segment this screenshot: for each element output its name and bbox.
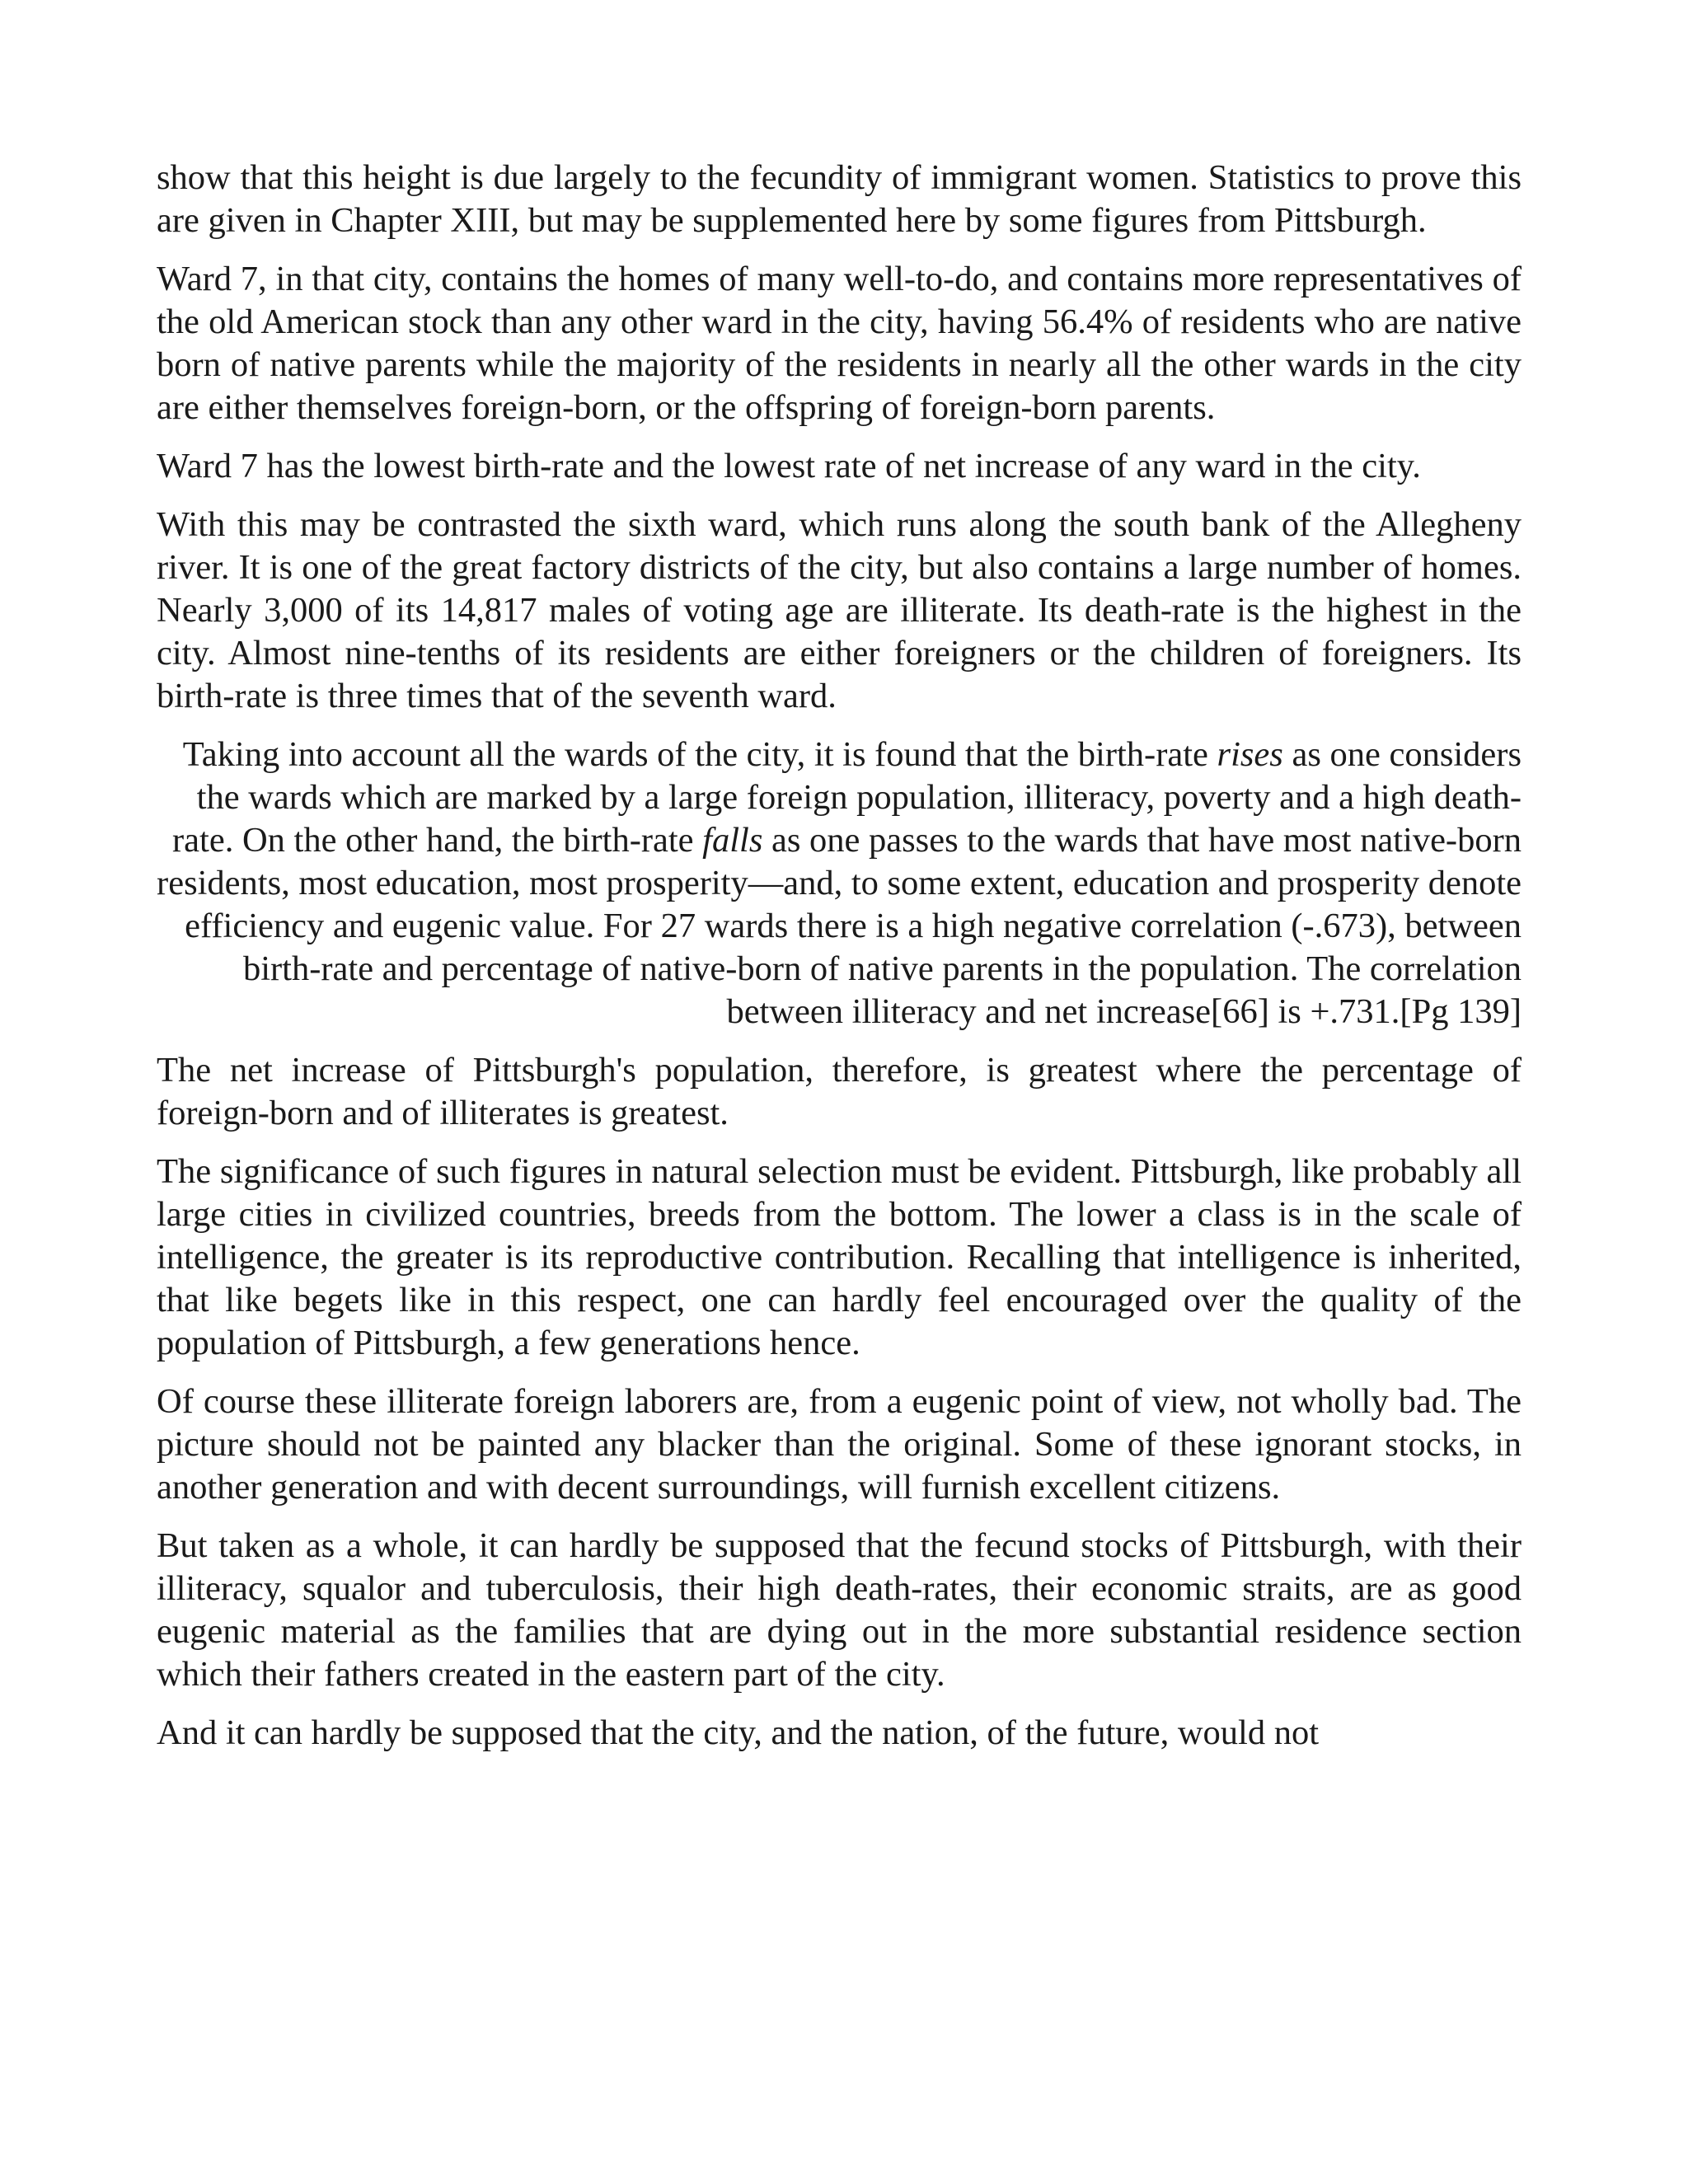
document-page [157, 157, 1522, 1770]
quote-text-1: Taking into account all the wards of the city, it is found that the birth-rate [182, 735, 1217, 774]
quote-text-3: as one passes to the wards that have most native-born residents, most education, most prosperity—and, to some extent, education and prosperity denote efficiency and eugenic value. For 27 wards there is a high negative correlation (-.673), between birth-rate and percentage of native-born of native parents in the population. The correlation between illiteracy and net increase[66] is +.731.[Pg 139] [157, 821, 1522, 1031]
paragraph-3: Ward 7 has the lowest birth-rate and the lowest rate of net increase of any ward in the city. [157, 447, 1421, 485]
quote-italic-falls: falls [702, 821, 763, 860]
paragraph-1: show that this height is due largely to the fecundity of immigrant women. Statistics to prove this are given in Chapter XIII, but may be supplemented here by some figures from Pittsburgh. [157, 158, 1522, 240]
paragraph-2: Ward 7, in that city, contains the homes of many well-to-do, and contains more representatives of the old American stock than any other ward in the city, having 56.4% of residents who are native born of native parents while the majority of the residents in nearly all the other wards in the city are either themselves foreign-born, or the offspring of foreign-born parents. [157, 260, 1522, 427]
paragraph-5: The net increase of Pittsburgh's population, therefore, is greatest where the percentage of foreign-born and of illiterates is greatest. [157, 1051, 1522, 1132]
paragraph-6: The significance of such figures in natural selection must be evident. Pittsburgh, like probably all large cities in civilized countries, breeds from the bottom. The lower a class is in the scale of intelligence, the greater is its reproductive contribution. Recalling that intelligence is inherited, that like begets like in this respect, one can hardly feel encouraged over the quality of the population of Pittsburgh, a few generations hence. [157, 1152, 1522, 1362]
paragraph-8: But taken as a whole, it can hardly be supposed that the fecund stocks of Pittsburgh, with their illiteracy, squalor and tuberculosis, their high death-rates, their economic straits, are as good eugenic material as the families that are dying out in the more substantial residence section which their fathers created in the eastern part of the city. [157, 1526, 1522, 1694]
paragraph-9: And it can hardly be supposed that the city, and the nation, of the future, would not [157, 1713, 1320, 1752]
paragraph-7: Of course these illiterate foreign laborers are, from a eugenic point of view, not wholly bad. The picture should not be painted any blacker than the original. Some of these ignorant stocks, in another generation and with decent surroundings, will furnish excellent citizens. [157, 1382, 1522, 1507]
paragraph-4: With this may be contrasted the sixth ward, which runs along the south bank of the Allegheny river. It is one of the great factory districts of the city, but also contains a large number of homes. Nearly 3,000 of its 14,817 males of voting age are illiterate. Its death-rate is the highest in the city. Almost nine-tenths of its residents are either foreigners or the children of foreigners. Its birth-rate is three times that of the seventh ward. [157, 505, 1522, 715]
quote-italic-rises: rises [1217, 735, 1283, 774]
quoted-passage [157, 733, 1522, 1033]
quote-text-2: as one considers the wards which are marked by a large foreign population, illiteracy, poverty and a high death-rate. On the other hand, the birth-rate [172, 735, 1522, 860]
